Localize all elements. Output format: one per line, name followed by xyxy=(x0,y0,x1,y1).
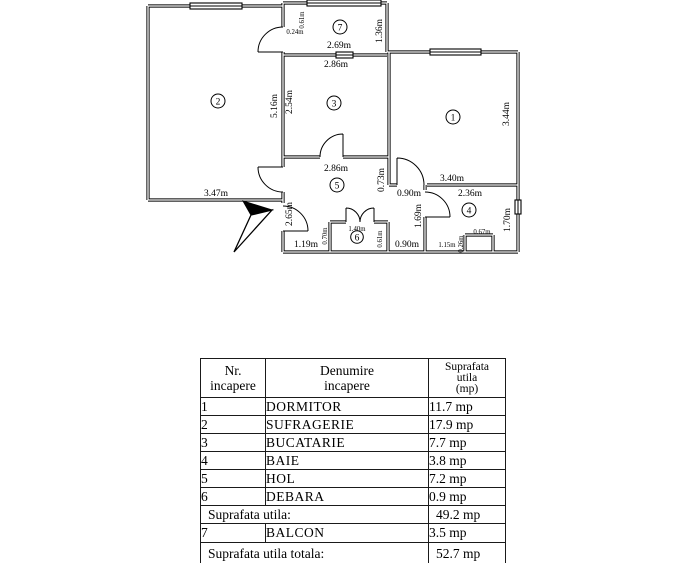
subtotal-row xyxy=(201,506,506,524)
table-row xyxy=(201,488,506,506)
north-arrow-icon xyxy=(234,201,272,252)
dim-label: 0.26m xyxy=(458,235,465,253)
room-name: SUFRAGERIE xyxy=(266,416,429,434)
dim-label: 3.40m xyxy=(439,174,465,184)
door-bathroom xyxy=(425,192,450,217)
room-areas-table xyxy=(200,358,506,563)
table-row xyxy=(201,398,506,416)
room-marker xyxy=(333,20,347,34)
table-row xyxy=(201,416,506,434)
room-name: DEBARA xyxy=(266,488,429,506)
room-area: 7.2 mp xyxy=(429,470,506,488)
room-name: BALCON xyxy=(266,524,429,543)
dim-label: 3.44m xyxy=(502,101,512,127)
dim-label: 2.86m xyxy=(323,164,349,174)
door-bedroom xyxy=(397,158,424,185)
dim-label: 3.47m xyxy=(203,189,229,199)
dim-label: 5.16m xyxy=(270,93,280,119)
room-nr: 3 xyxy=(201,434,266,452)
header-denumire-incapere: Denumire incapere xyxy=(266,359,429,398)
room-nr: 1 xyxy=(201,398,266,416)
dim-label: 1.40m xyxy=(348,226,366,233)
room-name: DORMITOR xyxy=(266,398,429,416)
dim-label: 2.69m xyxy=(326,41,352,51)
room-number: 1 xyxy=(450,113,456,124)
door-kitchen xyxy=(320,134,343,157)
room-marker xyxy=(446,110,460,124)
room-area: 3.5 mp xyxy=(429,524,506,543)
dim-label: 0.90m xyxy=(396,189,422,199)
table-row xyxy=(201,470,506,488)
room-number: 6 xyxy=(354,233,360,244)
total-row xyxy=(201,543,506,563)
room-number: 7 xyxy=(337,23,343,34)
room-marker xyxy=(327,96,341,110)
room-number: 2 xyxy=(215,97,221,108)
room-nr: 5 xyxy=(201,470,266,488)
total-label: Suprafata utila totala: xyxy=(201,543,429,563)
table-row xyxy=(201,452,506,470)
door-arcs xyxy=(258,27,450,231)
dim-label: 1.19m xyxy=(293,240,319,250)
dim-label: 1.69m xyxy=(414,203,424,229)
room-nr: 6 xyxy=(201,488,266,506)
table-header-row xyxy=(201,359,506,398)
room-marker xyxy=(462,203,476,217)
dim-label: 0.70m xyxy=(322,227,329,245)
dim-label: 0.24m xyxy=(286,29,304,36)
room-name: BAIE xyxy=(266,452,429,470)
room-marker xyxy=(330,178,344,192)
room-area: 3.8 mp xyxy=(429,452,506,470)
room-area: 17.9 mp xyxy=(429,416,506,434)
dim-label: 2.54m xyxy=(285,89,295,115)
dim-label: 0.67m xyxy=(473,229,491,236)
dim-label: 2.86m xyxy=(323,60,349,70)
dim-label: 0.61m xyxy=(299,11,306,29)
room-area: 0.9 mp xyxy=(429,488,506,506)
room-nr: 2 xyxy=(201,416,266,434)
room-number: 5 xyxy=(334,181,340,192)
door-balcony xyxy=(258,27,283,52)
room-number: 4 xyxy=(466,206,472,217)
dim-label: 1.15m xyxy=(438,242,456,249)
total-value: 52.7 mp xyxy=(429,543,506,563)
table-row xyxy=(201,434,506,452)
header-suprafata-utila: Suprafata utila (mp) xyxy=(429,359,506,398)
window-symbols xyxy=(190,0,521,214)
dim-label: 2.36m xyxy=(457,189,483,199)
room-name: HOL xyxy=(266,470,429,488)
table-row xyxy=(201,524,506,543)
dim-label: 0.73m xyxy=(377,167,387,193)
room-area: 7.7 mp xyxy=(429,434,506,452)
dim-label: 1.36m xyxy=(375,18,385,44)
room-nr: 4 xyxy=(201,452,266,470)
door-closet-double xyxy=(346,208,374,222)
dim-label: 0.61m xyxy=(377,230,384,248)
door-livingroom xyxy=(258,167,283,192)
subtotal-value: 49.2 mp xyxy=(429,506,506,524)
subtotal-label: Suprafata utila: xyxy=(201,506,429,524)
header-nr-incapere: Nr. incapere xyxy=(201,359,266,398)
room-number: 3 xyxy=(331,99,337,110)
room-name: BUCATARIE xyxy=(266,434,429,452)
dim-label: 2.65m xyxy=(285,201,295,227)
dim-label: 1.70m xyxy=(503,207,513,233)
room-marker xyxy=(211,94,225,108)
room-nr: 7 xyxy=(201,524,266,543)
room-area: 11.7 mp xyxy=(429,398,506,416)
dim-label: 0.90m xyxy=(394,240,420,250)
